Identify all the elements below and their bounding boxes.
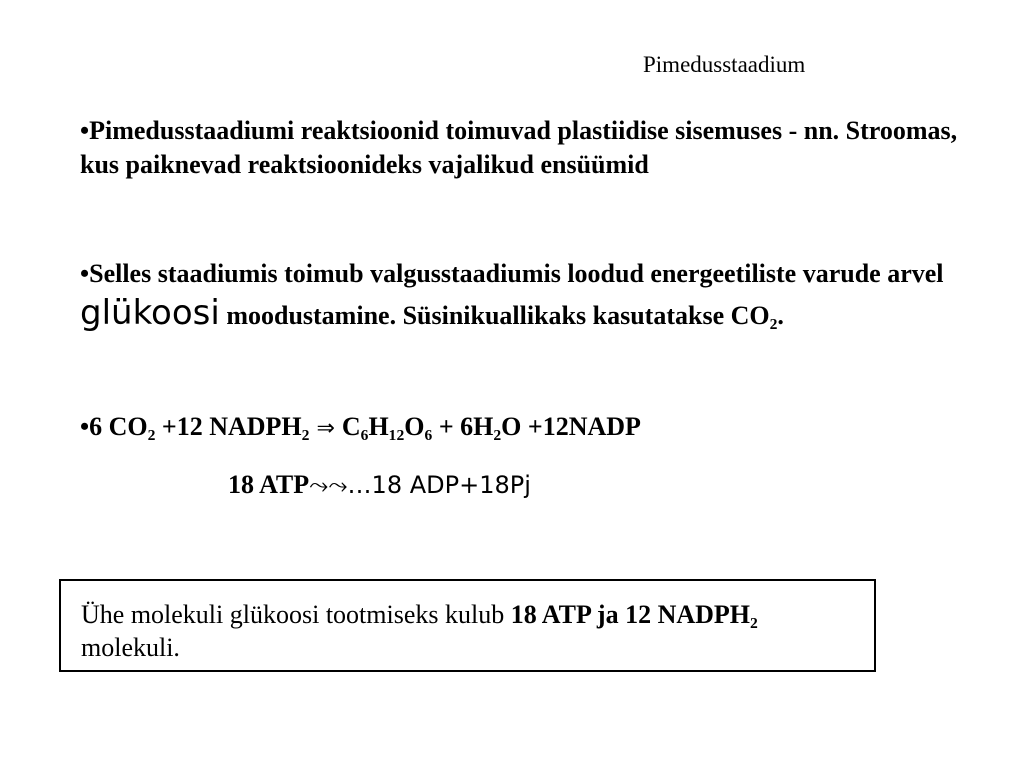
bullet-text: Pimedusstaadiumi reaktsioonid toimuvad plastiidise sisemuses - nn. Stroomas, kus paiknevad reaktsioonideks vajalikud ensüümid: [80, 116, 958, 180]
eq-co2: 6 CO: [89, 412, 148, 441]
co2-subscript: ₂: [769, 301, 778, 331]
eq-water: + 6H: [432, 412, 494, 441]
atp-line: [228, 470, 531, 500]
eq-sub: ₆: [424, 412, 433, 441]
eq-nadp: O +12NADP: [501, 412, 641, 441]
bullet-glucose-formation: [80, 257, 960, 336]
atp-left: 18 ATP: [228, 470, 310, 499]
atp-right: …18 ADP+18Pj: [347, 471, 531, 499]
eq-sub: ₁₂: [388, 412, 405, 441]
eq-h: H: [368, 412, 389, 441]
bullet-marker: •: [80, 412, 90, 441]
eq-sub: ₆: [360, 412, 369, 441]
bullet-marker: •: [80, 116, 90, 145]
eq-sub: ₂: [301, 412, 310, 441]
eq-o: O: [404, 412, 425, 441]
glucose-emphasis: glükoosi: [80, 293, 220, 334]
eq-nadph: +12 NADPH: [155, 412, 302, 441]
summary-normal-2: molekuli.: [81, 632, 180, 662]
bullet-equation: [80, 410, 960, 444]
eq-arrow: ⇒: [309, 416, 342, 441]
bullet-text-after: moodustamine. Süsinikuallikaks kasutatakse CO: [219, 301, 770, 331]
bullet-stroma: [80, 114, 960, 183]
eq-sub: ₂: [493, 412, 502, 441]
slide-title: Pimedusstaadium: [643, 52, 806, 77]
eq-c: C: [341, 412, 361, 441]
summary-text: [81, 599, 861, 664]
bullet-marker: •: [80, 259, 90, 288]
bullet-text-end: .: [777, 301, 784, 331]
bullet-text-before: Selles staadiumis toimub valgusstaadiumis loodud energeetiliste varude arvel: [89, 259, 944, 288]
eq-sub: ₂: [147, 412, 156, 441]
summary-normal-1: Ühe molekuli glükoosi tootmiseks kulub: [81, 600, 511, 629]
summary-bold: 18 ATP ja 12 NADPH: [510, 600, 751, 629]
curved-arrows-icon: ⤳⤳: [309, 471, 348, 499]
summary-bold-sub: ₂: [750, 600, 758, 629]
summary-box: [59, 579, 876, 672]
